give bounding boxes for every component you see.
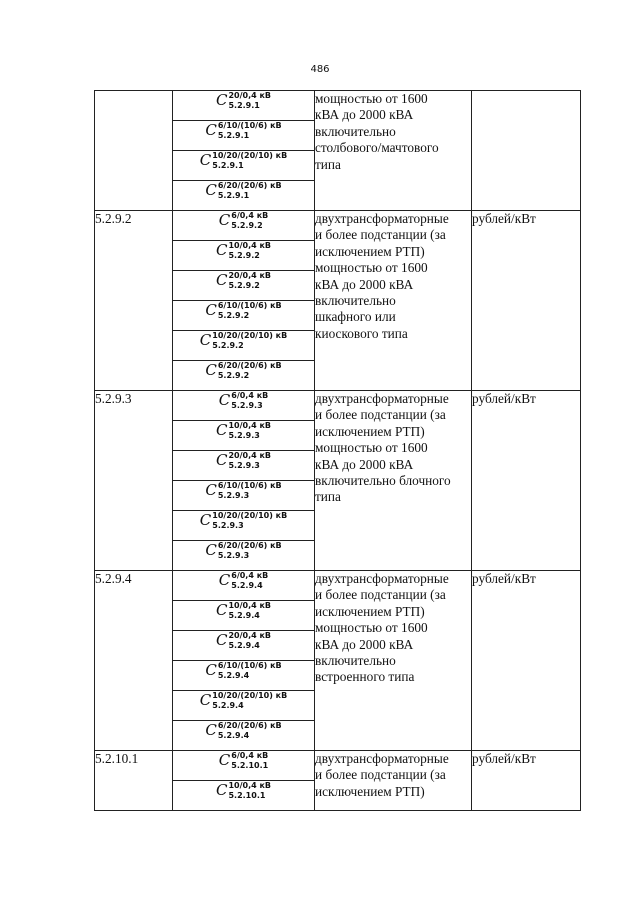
description-line: мощностью от 1600	[315, 440, 428, 456]
rate-symbol: C	[218, 211, 231, 229]
rate-symbol: C	[205, 481, 217, 499]
rate-symbol: C	[218, 391, 231, 409]
rate-symbol: C	[215, 781, 228, 799]
rate-symbol: C	[205, 541, 217, 559]
rate-formula-cell	[173, 151, 315, 181]
rate-symbol: C	[218, 751, 231, 769]
rate-formula-cell	[173, 391, 315, 421]
voltage-superscript: 10/0,4 кВ	[228, 781, 272, 790]
table-row	[95, 751, 581, 781]
code-subscript: 5.2.9.2	[228, 281, 260, 290]
code-subscript: 5.2.9.1	[212, 161, 244, 170]
voltage-superscript: 10/20/(20/10) кВ	[212, 331, 288, 340]
description-line: кВА до 2000 кВА	[315, 276, 414, 292]
rate-symbol: C	[199, 331, 212, 349]
code-subscript: 5.2.9.2	[217, 311, 250, 320]
description-line: исключением РТП)	[315, 423, 425, 439]
rate-formula-cell	[173, 181, 315, 211]
rate-formula	[200, 331, 287, 350]
voltage-superscript: 6/20/(20/6) кВ	[217, 181, 282, 190]
rate-formula	[216, 241, 271, 260]
tariff-code: 5.2.10.1	[95, 751, 173, 811]
voltage-superscript: 6/0,4 кВ	[231, 211, 269, 220]
substation-description	[315, 391, 472, 571]
rate-formula	[205, 481, 281, 500]
code-subscript: 5.2.9.3	[212, 521, 244, 530]
voltage-superscript: 20/0,4 кВ	[228, 451, 272, 460]
description-line: типа	[315, 489, 341, 505]
rate-formula-cell	[173, 211, 315, 241]
rate-symbol: C	[205, 181, 217, 199]
code-subscript: 5.2.9.3	[231, 401, 263, 410]
rate-symbol: C	[205, 121, 217, 139]
rate-formula	[219, 571, 268, 590]
code-subscript: 5.2.9.4	[217, 731, 250, 740]
voltage-superscript: 6/0,4 кВ	[231, 751, 269, 760]
tariff-code: 5.2.9.3	[95, 391, 173, 571]
rate-formula	[216, 781, 271, 800]
description-line: киоскового типа	[315, 325, 408, 341]
rate-formula	[219, 211, 268, 230]
voltage-superscript: 10/20/(20/10) кВ	[212, 151, 288, 160]
voltage-superscript: 10/20/(20/10) кВ	[212, 691, 288, 700]
tariff-code	[95, 91, 173, 211]
table-row	[95, 391, 581, 421]
voltage-superscript: 6/10/(10/6) кВ	[217, 301, 282, 310]
page-number: 486	[310, 64, 330, 75]
table-row	[95, 91, 581, 121]
rate-formula	[216, 631, 271, 650]
rate-formula	[200, 511, 287, 530]
code-subscript: 5.2.9.2	[217, 371, 250, 380]
voltage-superscript: 20/0,4 кВ	[228, 631, 272, 640]
rate-formula-cell	[173, 91, 315, 121]
description-line: кВА до 2000 кВА	[315, 107, 414, 123]
voltage-superscript: 10/0,4 кВ	[228, 241, 272, 250]
rate-formula-cell	[173, 601, 315, 631]
description-line: исключением РТП)	[315, 603, 425, 619]
code-subscript: 5.2.9.2	[212, 341, 244, 350]
voltage-superscript: 10/0,4 кВ	[228, 421, 272, 430]
code-subscript: 5.2.9.4	[228, 611, 260, 620]
description-line: шкафного или	[315, 309, 396, 325]
description-line: мощностью от 1600	[315, 620, 428, 636]
rate-formula-cell	[173, 331, 315, 361]
rate-formula-cell	[173, 361, 315, 391]
description-line: включительно блочного	[315, 473, 451, 489]
unit-of-measure: рублей/кВт	[472, 751, 581, 811]
description-line: кВА до 2000 кВА	[315, 456, 414, 472]
substation-description	[315, 91, 472, 211]
rate-formula-cell	[173, 301, 315, 331]
tariff-table-body	[95, 91, 581, 811]
table-row	[95, 571, 581, 601]
description-line: и более подстанции (за	[315, 227, 446, 243]
rate-formula	[205, 661, 281, 680]
rate-symbol: C	[205, 361, 217, 379]
rate-symbol: C	[215, 631, 228, 649]
description-line: двухтрансформаторные	[315, 391, 449, 406]
rate-formula	[219, 751, 268, 770]
rate-formula-cell	[173, 511, 315, 541]
rate-formula-cell	[173, 421, 315, 451]
description-line: и более подстанции (за	[315, 587, 446, 603]
description-line: двухтрансформаторные	[315, 211, 449, 226]
voltage-superscript: 6/10/(10/6) кВ	[217, 661, 282, 670]
rate-formula-cell	[173, 481, 315, 511]
rate-formula	[216, 451, 271, 470]
rate-formula	[205, 361, 281, 380]
code-subscript: 5.2.9.4	[212, 701, 244, 710]
rate-symbol: C	[215, 91, 228, 109]
rate-formula-cell	[173, 121, 315, 151]
rate-symbol: C	[215, 241, 228, 259]
rate-formula-cell	[173, 241, 315, 271]
voltage-superscript: 6/0,4 кВ	[231, 391, 269, 400]
substation-description	[315, 751, 472, 811]
rate-formula	[205, 301, 281, 320]
description-line: мощностью от 1600	[315, 260, 428, 276]
rate-formula	[205, 721, 281, 740]
code-subscript: 5.2.9.4	[217, 671, 250, 680]
rate-formula-cell	[173, 721, 315, 751]
rate-symbol: C	[215, 451, 228, 469]
rate-symbol: C	[205, 661, 217, 679]
rate-formula-cell	[173, 541, 315, 571]
rate-formula-cell	[173, 781, 315, 811]
rate-symbol: C	[218, 571, 231, 589]
rate-symbol: C	[205, 301, 217, 319]
rate-formula-cell	[173, 661, 315, 691]
description-line: столбового/мачтового	[315, 140, 439, 156]
rate-formula-cell	[173, 751, 315, 781]
voltage-superscript: 6/10/(10/6) кВ	[217, 481, 282, 490]
rate-formula	[219, 391, 268, 410]
unit-of-measure: рублей/кВт	[472, 391, 581, 571]
rate-formula	[216, 601, 271, 620]
code-subscript: 5.2.9.4	[228, 641, 260, 650]
rate-formula	[205, 181, 281, 200]
description-line: двухтрансформаторные	[315, 571, 449, 586]
voltage-superscript: 10/20/(20/10) кВ	[212, 511, 288, 520]
rate-formula	[200, 151, 287, 170]
voltage-superscript: 6/10/(10/6) кВ	[217, 121, 282, 130]
code-subscript: 5.2.9.1	[228, 101, 260, 110]
rate-formula	[216, 91, 271, 110]
description-line: мощностью от 1600	[315, 91, 428, 106]
rate-formula	[205, 121, 281, 140]
substation-description	[315, 571, 472, 751]
code-subscript: 5.2.9.2	[228, 251, 260, 260]
tariff-code: 5.2.9.2	[95, 211, 173, 391]
voltage-superscript: 20/0,4 кВ	[228, 271, 272, 280]
description-line: исключением РТП)	[315, 243, 425, 259]
rate-symbol: C	[199, 691, 212, 709]
voltage-superscript: 6/0,4 кВ	[231, 571, 269, 580]
description-line: типа	[315, 156, 341, 172]
tariff-code: 5.2.9.4	[95, 571, 173, 751]
description-line: двухтрансформаторные	[315, 751, 449, 766]
description-line: встроенного типа	[315, 669, 415, 685]
rate-formula-cell	[173, 271, 315, 301]
voltage-superscript: 10/0,4 кВ	[228, 601, 272, 610]
unit-of-measure: рублей/кВт	[472, 211, 581, 391]
unit-of-measure	[472, 91, 581, 211]
rate-formula-cell	[173, 571, 315, 601]
code-subscript: 5.2.10.1	[231, 761, 269, 770]
code-subscript: 5.2.9.4	[231, 581, 263, 590]
description-line: включительно	[315, 653, 396, 669]
code-subscript: 5.2.9.1	[217, 191, 250, 200]
description-line: исключением РТП)	[315, 783, 425, 799]
description-line: и более подстанции (за	[315, 767, 446, 783]
rate-formula-cell	[173, 631, 315, 661]
rate-formula-cell	[173, 691, 315, 721]
voltage-superscript: 6/20/(20/6) кВ	[217, 721, 282, 730]
rate-symbol: C	[215, 271, 228, 289]
rate-symbol: C	[215, 421, 228, 439]
unit-of-measure: рублей/кВт	[472, 571, 581, 751]
rate-formula	[200, 691, 287, 710]
voltage-superscript: 6/20/(20/6) кВ	[217, 361, 282, 370]
voltage-superscript: 20/0,4 кВ	[228, 91, 272, 100]
rate-symbol: C	[199, 511, 212, 529]
code-subscript: 5.2.9.1	[217, 131, 250, 140]
rate-formula	[216, 271, 271, 290]
code-subscript: 5.2.9.3	[217, 551, 250, 560]
rate-symbol: C	[205, 721, 217, 739]
code-subscript: 5.2.9.3	[228, 431, 260, 440]
rate-symbol: C	[215, 601, 228, 619]
code-subscript: 5.2.9.2	[231, 221, 263, 230]
tariff-table	[94, 90, 581, 811]
code-subscript: 5.2.9.3	[217, 491, 250, 500]
voltage-superscript: 6/20/(20/6) кВ	[217, 541, 282, 550]
rate-formula-cell	[173, 451, 315, 481]
code-subscript: 5.2.10.1	[228, 791, 266, 800]
description-line: включительно	[315, 293, 396, 309]
description-line: включительно	[315, 123, 396, 139]
substation-description	[315, 211, 472, 391]
rate-formula	[205, 541, 281, 560]
description-line: кВА до 2000 кВА	[315, 636, 414, 652]
table-row	[95, 211, 581, 241]
rate-symbol: C	[199, 151, 212, 169]
description-line: и более подстанции (за	[315, 407, 446, 423]
rate-formula	[216, 421, 271, 440]
code-subscript: 5.2.9.3	[228, 461, 260, 470]
